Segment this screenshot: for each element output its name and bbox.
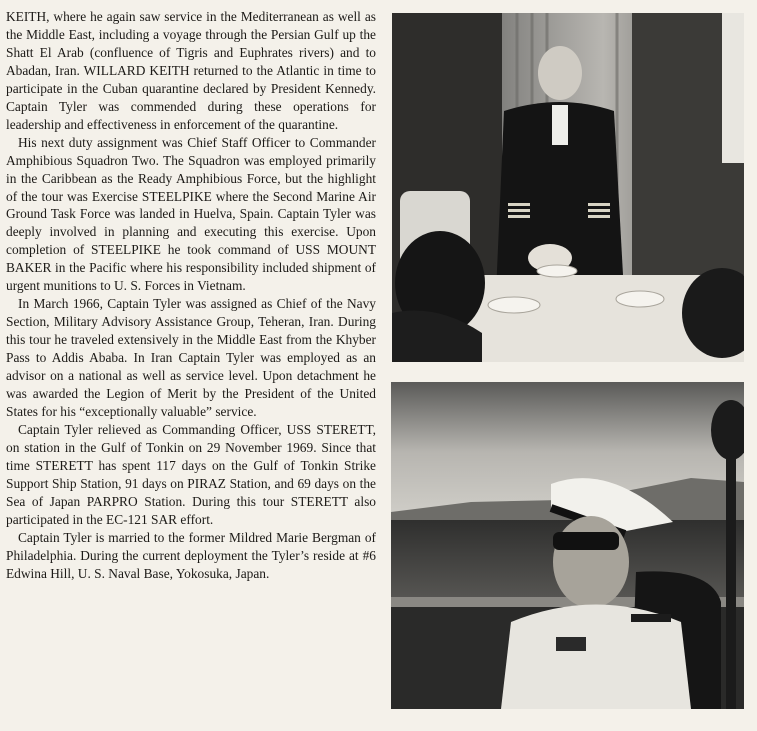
paragraph-family: Captain Tyler is married to the former Mildred Marie Bergman of Philadelphia. During the current deployment the Tyler’s reside at #6 Edwina Hill, U. S. Naval Base, Yokosuka, Japan. (6, 529, 376, 581)
paragraph-sterett-command: Captain Tyler relieved as Commanding Officer, USS STERETT, on station in the Gulf of Tonkin on 29 November 1969. Since that time STERETT has spent 117 days on the Gulf of Tonkin Strike Support Ship Station, 91 days on PIRAZ Station, and 69 days on the Sea of Japan PARPRO Station. During this tour STERETT also participated in the EC-121 SAR effort. (6, 421, 376, 527)
photo-officer-at-table (392, 13, 744, 362)
paragraph-amphibious-squadron: His next duty assignment was Chief Staff Officer to Commander Amphibious Squadron Two. The Squadron was employed primarily in the Caribbean as the Ready Amphibious Force, but the highlight of the tour was Exercise STEELPIKE where the Second Marine Air Ground Task Force was landed in Huelva, Spain. Captain Tyler was deeply involved in planning and executing this exercise. Upon completion of STEELPIKE he took command of USS MOUNT BAKER in the Pacific where his responsibility included shipment of urgent munitions to U. S. Forces in Vietnam. (6, 134, 376, 294)
article-text-column (6, 8, 376, 583)
paragraph-iran-assignment: In March 1966, Captain Tyler was assigned as Chief of the Navy Section, Military Advisory Assistance Group, Teheran, Iran. During this tour he traveled extensively in the Middle East from the Khyber Pass to Addis Ababa. In Iran Captain Tyler was employed as an advisor on a national as well as service level. Upon detachment he was awarded the Legion of Merit by the President of the United States for his “exceptionally valuable” service. (6, 296, 376, 419)
paragraph-keith: KEITH, where he again saw service in the Mediterranean as well as the Middle East, including a voyage through the Persian Gulf up the Shatt El Arab (confluence of Tigris and Euphrates rivers) and to Abadan, Iran. WILLARD KEITH returned to the Atlantic in time to participate in the Cuban quarantine declared by President Kennedy. Captain Tyler was commended during these operations for leadership and effectiveness in enforcement of the quarantine. (6, 9, 376, 132)
photo-officer-on-deck (391, 382, 744, 709)
